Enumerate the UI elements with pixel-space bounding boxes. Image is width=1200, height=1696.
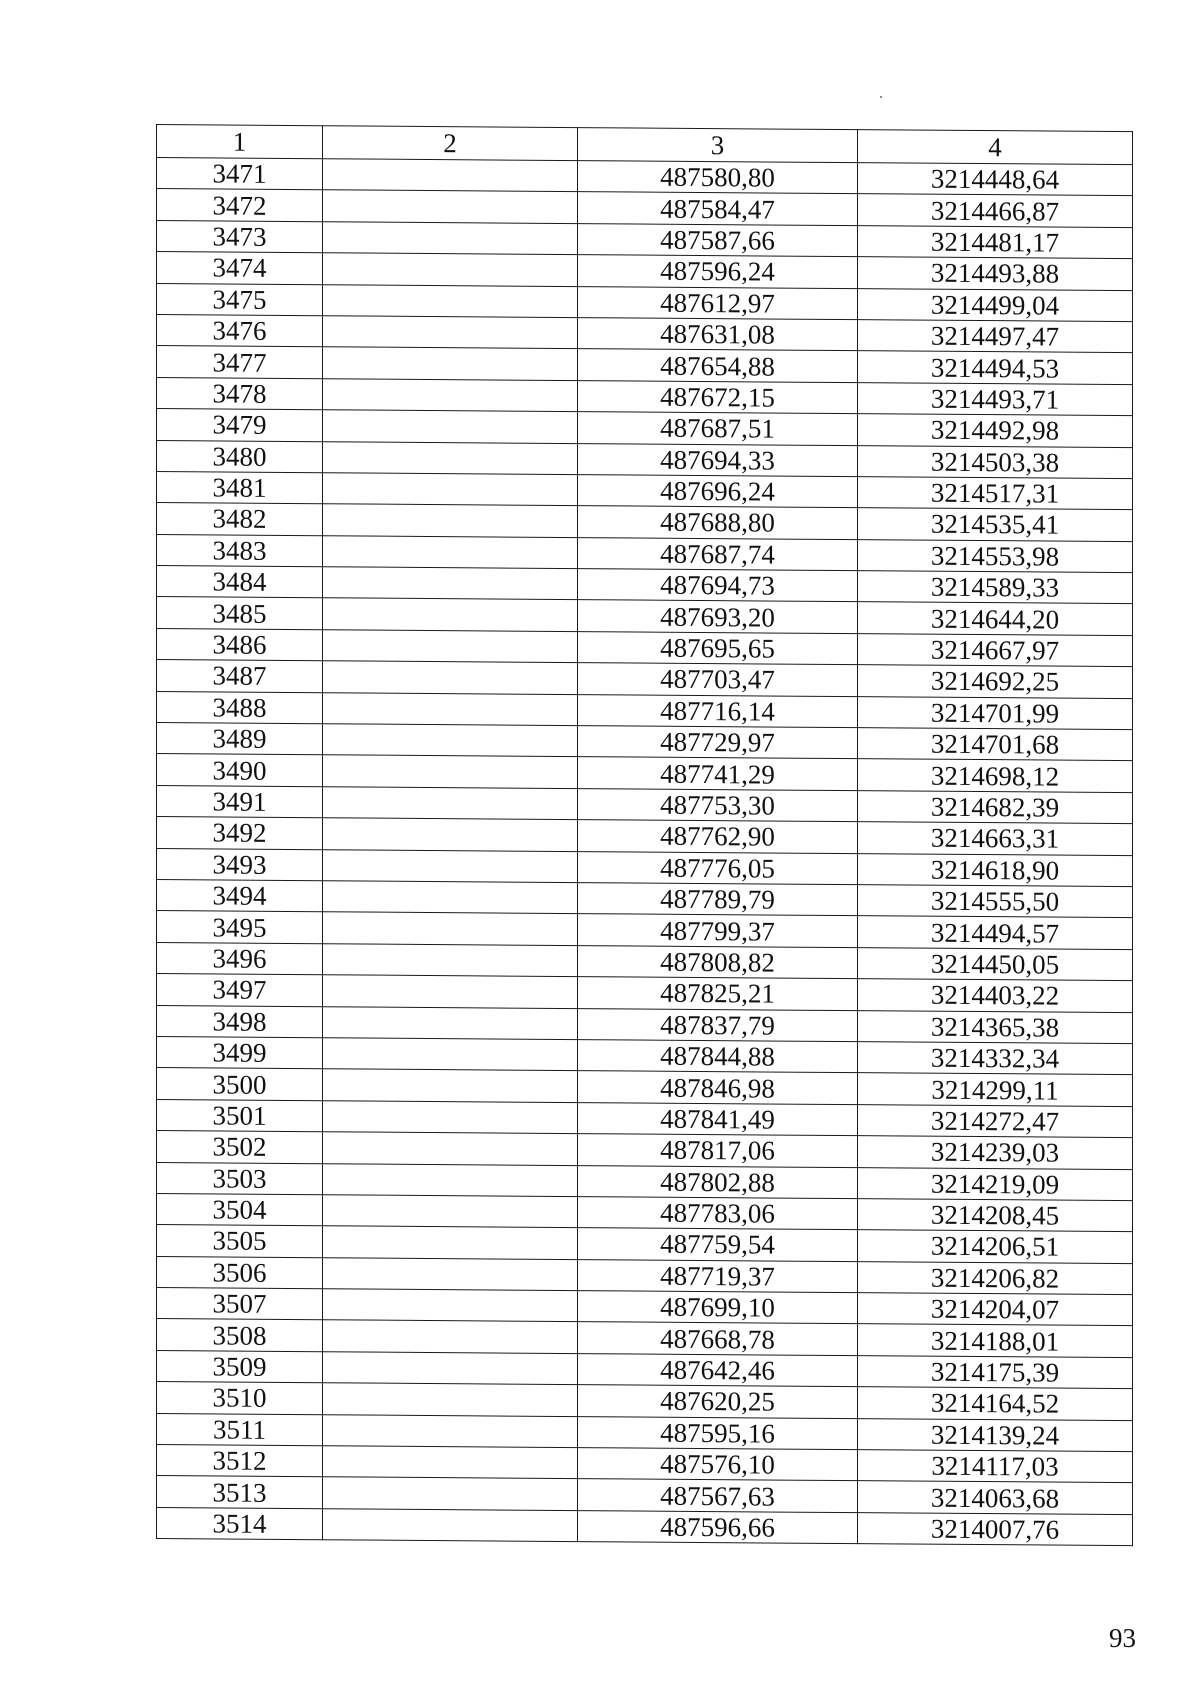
description-cell [323, 755, 578, 788]
x-coordinate-cell: 487759,54 [578, 1228, 858, 1261]
y-coordinate-cell: 3214517,31 [858, 477, 1133, 510]
point-number-cell: 3506 [157, 1256, 323, 1289]
point-number-cell: 3481 [157, 471, 323, 504]
description-cell [323, 253, 578, 286]
x-coordinate-cell: 487620,25 [578, 1385, 858, 1418]
y-coordinate-cell: 3214448,64 [858, 163, 1133, 196]
x-coordinate-cell: 487584,47 [578, 192, 858, 225]
description-cell [323, 441, 578, 474]
x-coordinate-cell: 487825,21 [578, 977, 858, 1010]
column-header-4: 4 [858, 130, 1133, 165]
x-coordinate-cell: 487587,66 [578, 223, 858, 256]
description-cell [323, 661, 578, 694]
y-coordinate-cell: 3214644,20 [858, 602, 1133, 635]
point-number-cell: 3473 [157, 220, 323, 253]
y-coordinate-cell: 3214403,22 [858, 979, 1133, 1012]
y-coordinate-cell: 3214365,38 [858, 1010, 1133, 1043]
description-cell [323, 410, 578, 443]
x-coordinate-cell: 487741,29 [578, 757, 858, 790]
description-cell [323, 1100, 578, 1133]
description-cell [323, 1132, 578, 1165]
y-coordinate-cell: 3214139,24 [858, 1418, 1133, 1451]
y-coordinate-cell: 3214117,03 [858, 1450, 1133, 1483]
point-number-cell: 3490 [157, 754, 323, 787]
x-coordinate-cell: 487694,73 [578, 569, 858, 602]
x-coordinate-cell: 487631,08 [578, 318, 858, 351]
point-number-cell: 3510 [157, 1382, 323, 1415]
point-number-cell: 3487 [157, 660, 323, 693]
y-coordinate-cell: 3214663,31 [858, 822, 1133, 855]
x-coordinate-cell: 487837,79 [578, 1008, 858, 1041]
point-number-cell: 3514 [157, 1507, 323, 1540]
description-cell [323, 912, 578, 945]
description-cell [323, 724, 578, 757]
y-coordinate-cell: 3214332,34 [858, 1042, 1133, 1075]
x-coordinate-cell: 487567,63 [578, 1479, 858, 1512]
y-coordinate-cell: 3214272,47 [858, 1104, 1133, 1137]
description-cell [323, 1289, 578, 1322]
description-cell [323, 1257, 578, 1290]
x-coordinate-cell: 487729,97 [578, 726, 858, 759]
y-coordinate-cell: 3214535,41 [858, 508, 1133, 541]
description-cell [323, 1509, 578, 1542]
x-coordinate-cell: 487595,16 [578, 1416, 858, 1449]
point-number-cell: 3488 [157, 691, 323, 724]
y-coordinate-cell: 3214493,88 [858, 257, 1133, 290]
description-cell [323, 284, 578, 317]
column-header-1: 1 [157, 125, 323, 159]
y-coordinate-cell: 3214175,39 [858, 1355, 1133, 1388]
x-coordinate-cell: 487762,90 [578, 820, 858, 853]
point-number-cell: 3505 [157, 1225, 323, 1258]
point-number-cell: 3493 [157, 848, 323, 881]
y-coordinate-cell: 3214164,52 [858, 1387, 1133, 1420]
description-cell [323, 1226, 578, 1259]
description-cell [323, 316, 578, 349]
y-coordinate-cell: 3214492,98 [858, 414, 1133, 447]
y-coordinate-cell: 3214555,50 [858, 885, 1133, 918]
description-cell [323, 943, 578, 976]
y-coordinate-cell: 3214007,76 [858, 1512, 1133, 1545]
point-number-cell: 3477 [157, 346, 323, 379]
x-coordinate-cell: 487580,80 [578, 161, 858, 194]
y-coordinate-cell: 3214239,03 [858, 1136, 1133, 1169]
x-coordinate-cell: 487596,66 [578, 1510, 858, 1543]
x-coordinate-cell: 487776,05 [578, 851, 858, 884]
description-cell [323, 630, 578, 663]
x-coordinate-cell: 487783,06 [578, 1196, 858, 1229]
y-coordinate-cell: 3214299,11 [858, 1073, 1133, 1106]
description-cell [323, 1069, 578, 1102]
point-number-cell: 3471 [157, 158, 323, 191]
x-coordinate-cell: 487642,46 [578, 1353, 858, 1386]
y-coordinate-cell: 3214493,71 [858, 382, 1133, 415]
description-cell [323, 1477, 578, 1510]
y-coordinate-cell: 3214553,98 [858, 539, 1133, 572]
y-coordinate-cell: 3214481,17 [858, 225, 1133, 258]
x-coordinate-cell: 487846,98 [578, 1071, 858, 1104]
y-coordinate-cell: 3214494,57 [858, 916, 1133, 949]
y-coordinate-cell: 3214701,68 [858, 728, 1133, 761]
column-header-2: 2 [323, 126, 578, 161]
description-cell [323, 1414, 578, 1447]
y-coordinate-cell: 3214499,04 [858, 288, 1133, 321]
description-cell [323, 818, 578, 851]
y-coordinate-cell: 3214450,05 [858, 947, 1133, 980]
point-number-cell: 3498 [157, 1005, 323, 1038]
x-coordinate-cell: 487789,79 [578, 883, 858, 916]
y-coordinate-cell: 3214701,99 [858, 696, 1133, 729]
point-number-cell: 3503 [157, 1162, 323, 1195]
x-coordinate-cell: 487654,88 [578, 349, 858, 382]
x-coordinate-cell: 487841,49 [578, 1102, 858, 1135]
page-number: 93 [1109, 1623, 1136, 1653]
x-coordinate-cell: 487799,37 [578, 914, 858, 947]
description-cell [323, 535, 578, 568]
y-coordinate-cell: 3214206,51 [858, 1230, 1133, 1263]
description-cell [323, 881, 578, 914]
description-cell [323, 504, 578, 537]
x-coordinate-cell: 487817,06 [578, 1134, 858, 1167]
x-coordinate-cell: 487612,97 [578, 286, 858, 319]
description-cell [323, 598, 578, 631]
point-number-cell: 3497 [157, 974, 323, 1007]
point-number-cell: 3509 [157, 1350, 323, 1383]
x-coordinate-cell: 487694,33 [578, 443, 858, 476]
scan-speck [880, 96, 882, 98]
description-cell [323, 1195, 578, 1228]
description-cell [323, 975, 578, 1008]
point-number-cell: 3496 [157, 942, 323, 975]
description-cell [323, 378, 578, 411]
y-coordinate-cell: 3214618,90 [858, 853, 1133, 886]
point-number-cell: 3508 [157, 1319, 323, 1352]
point-number-cell: 3476 [157, 314, 323, 347]
point-number-cell: 3495 [157, 911, 323, 944]
point-number-cell: 3494 [157, 879, 323, 912]
point-number-cell: 3512 [157, 1445, 323, 1478]
point-number-cell: 3501 [157, 1099, 323, 1132]
point-number-cell: 3484 [157, 566, 323, 599]
x-coordinate-cell: 487703,47 [578, 663, 858, 696]
point-number-cell: 3483 [157, 534, 323, 567]
description-cell [323, 347, 578, 380]
description-cell [323, 1383, 578, 1416]
point-number-cell: 3480 [157, 440, 323, 473]
x-coordinate-cell: 487844,88 [578, 1040, 858, 1073]
point-number-cell: 3491 [157, 785, 323, 818]
description-cell [323, 692, 578, 725]
y-coordinate-cell: 3214698,12 [858, 759, 1133, 792]
y-coordinate-cell: 3214063,68 [858, 1481, 1133, 1514]
point-number-cell: 3475 [157, 283, 323, 316]
point-number-cell: 3472 [157, 189, 323, 222]
y-coordinate-cell: 3214692,25 [858, 665, 1133, 698]
description-cell [323, 1038, 578, 1071]
y-coordinate-cell: 3214466,87 [858, 194, 1133, 227]
x-coordinate-cell: 487596,24 [578, 255, 858, 288]
description-cell [323, 190, 578, 223]
x-coordinate-cell: 487687,74 [578, 537, 858, 570]
x-coordinate-cell: 487719,37 [578, 1259, 858, 1292]
x-coordinate-cell: 487699,10 [578, 1291, 858, 1324]
description-cell [323, 787, 578, 820]
y-coordinate-cell: 3214188,01 [858, 1324, 1133, 1357]
column-header-3: 3 [578, 128, 858, 163]
point-number-cell: 3499 [157, 1036, 323, 1069]
coordinates-table [156, 124, 1133, 1546]
description-cell [323, 849, 578, 882]
table-row [157, 1507, 1133, 1546]
point-number-cell: 3507 [157, 1288, 323, 1321]
table-body [157, 158, 1133, 1546]
x-coordinate-cell: 487687,51 [578, 412, 858, 445]
x-coordinate-cell: 487668,78 [578, 1322, 858, 1355]
y-coordinate-cell: 3214494,53 [858, 351, 1133, 384]
point-number-cell: 3489 [157, 723, 323, 756]
x-coordinate-cell: 487688,80 [578, 506, 858, 539]
point-number-cell: 3479 [157, 409, 323, 442]
x-coordinate-cell: 487696,24 [578, 474, 858, 507]
x-coordinate-cell: 487672,15 [578, 380, 858, 413]
description-cell [323, 473, 578, 506]
y-coordinate-cell: 3214682,39 [858, 790, 1133, 823]
point-number-cell: 3485 [157, 597, 323, 630]
x-coordinate-cell: 487716,14 [578, 694, 858, 727]
point-number-cell: 3504 [157, 1193, 323, 1226]
x-coordinate-cell: 487802,88 [578, 1165, 858, 1198]
y-coordinate-cell: 3214204,07 [858, 1293, 1133, 1326]
point-number-cell: 3502 [157, 1131, 323, 1164]
description-cell [323, 222, 578, 255]
description-cell [323, 1320, 578, 1353]
point-number-cell: 3511 [157, 1413, 323, 1446]
x-coordinate-cell: 487693,20 [578, 600, 858, 633]
point-number-cell: 3474 [157, 252, 323, 285]
y-coordinate-cell: 3214503,38 [858, 445, 1133, 478]
description-cell [323, 1163, 578, 1196]
point-number-cell: 3478 [157, 377, 323, 410]
description-cell [323, 567, 578, 600]
y-coordinate-cell: 3214667,97 [858, 634, 1133, 667]
description-cell [323, 1352, 578, 1385]
y-coordinate-cell: 3214497,47 [858, 320, 1133, 353]
description-cell [323, 1446, 578, 1479]
x-coordinate-cell: 487576,10 [578, 1448, 858, 1481]
point-number-cell: 3482 [157, 503, 323, 536]
point-number-cell: 3486 [157, 628, 323, 661]
x-coordinate-cell: 487753,30 [578, 788, 858, 821]
description-cell [323, 159, 578, 192]
x-coordinate-cell: 487808,82 [578, 945, 858, 978]
point-number-cell: 3513 [157, 1476, 323, 1509]
x-coordinate-cell: 487695,65 [578, 631, 858, 664]
description-cell [323, 1006, 578, 1039]
point-number-cell: 3492 [157, 817, 323, 850]
y-coordinate-cell: 3214589,33 [858, 571, 1133, 604]
y-coordinate-cell: 3214206,82 [858, 1261, 1133, 1294]
y-coordinate-cell: 3214208,45 [858, 1199, 1133, 1232]
point-number-cell: 3500 [157, 1068, 323, 1101]
y-coordinate-cell: 3214219,09 [858, 1167, 1133, 1200]
